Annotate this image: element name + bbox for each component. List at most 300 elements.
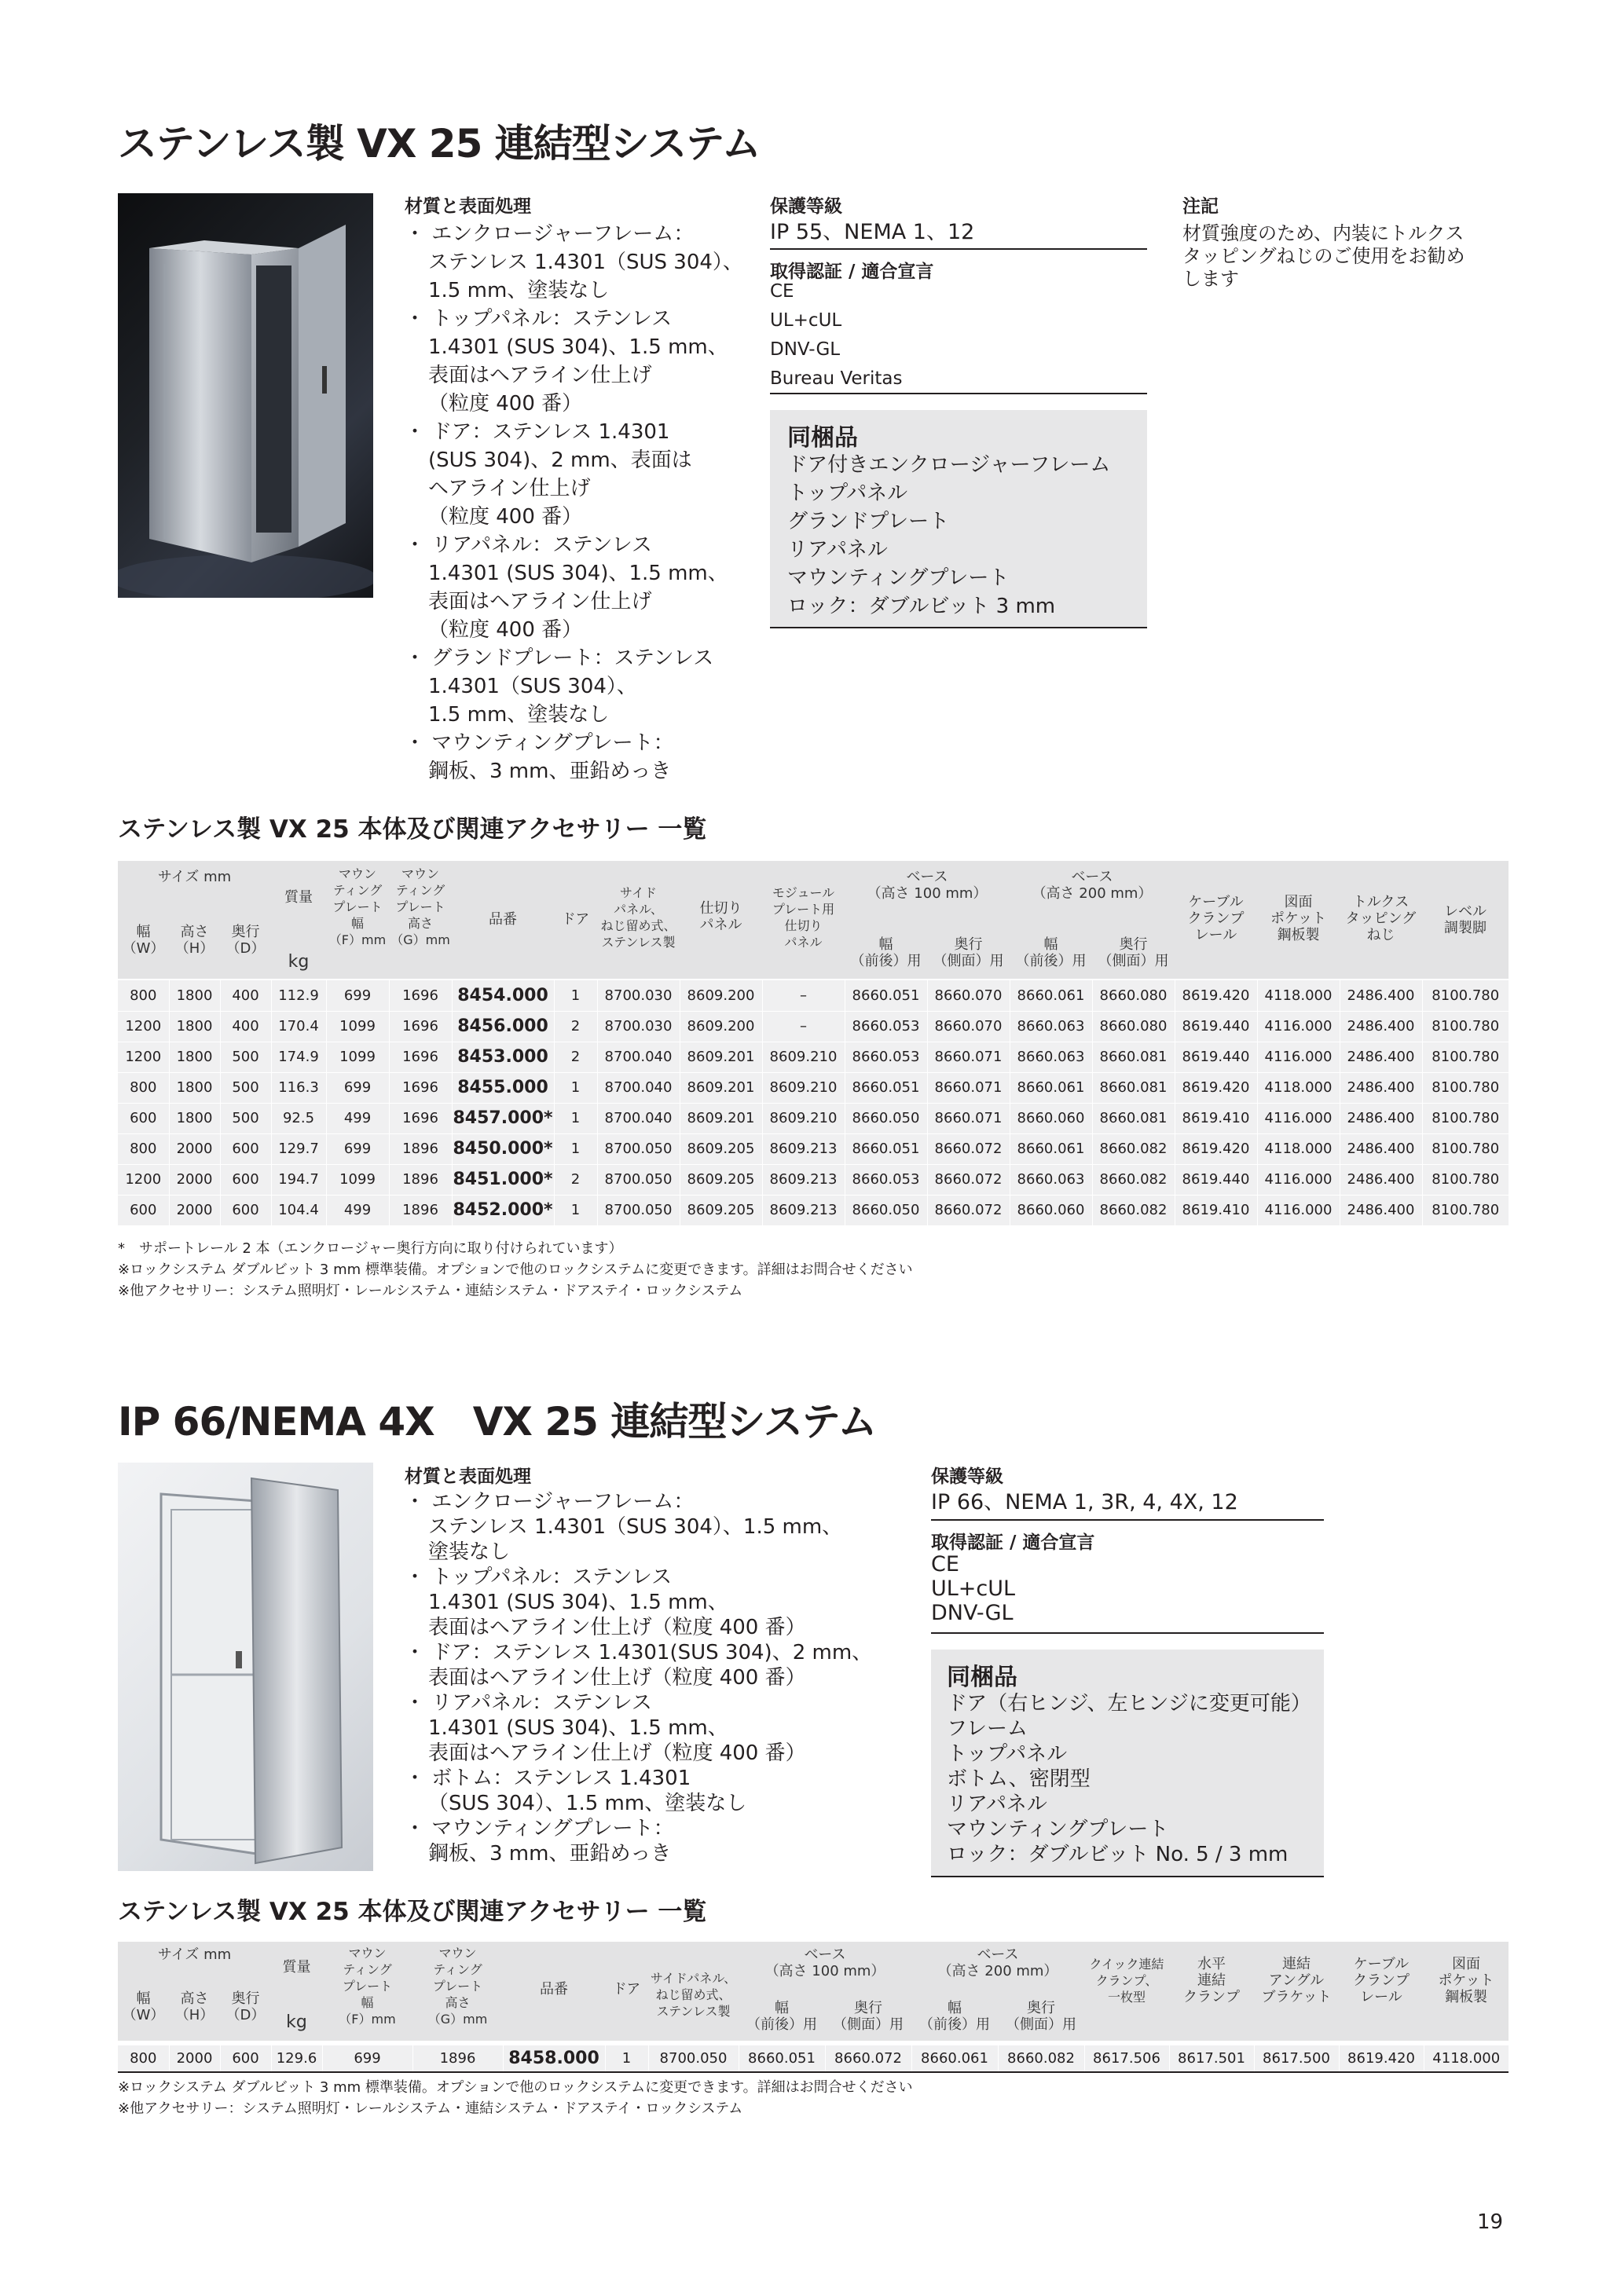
table-cell: 8454.000 — [452, 980, 554, 1011]
table-cell: 500 — [220, 1103, 271, 1133]
table-cell: 8660.082 — [1092, 1164, 1175, 1195]
hdr-base-200: ベース （高さ 200 mm） — [911, 1946, 1084, 1979]
table-row — [118, 1133, 1509, 1164]
table-cell: 2 — [554, 1011, 597, 1042]
supply-item: ロック：ダブルビット No. 5 / 3 mm — [947, 1843, 1289, 1866]
table-cell: 194.7 — [271, 1164, 326, 1195]
table-cell: 8619.440 — [1175, 1011, 1257, 1042]
s1-spec-table — [118, 980, 1509, 1226]
s2-mat-line: 塗装なし — [428, 1540, 511, 1564]
table-cell: 8660.051 — [845, 980, 927, 1011]
table-cell: 8660.071 — [927, 1072, 1010, 1103]
table-cell: 2000 — [169, 1195, 220, 1225]
hdr-torx: トルクス タッピング ねじ — [1340, 894, 1422, 943]
s2-material-item-door — [405, 1640, 892, 1690]
s1-mat-line: ステンレス 1.4301（SUS 304）、 — [428, 251, 743, 274]
table-cell: – — [762, 1011, 845, 1042]
hdr-width: 幅 （W） — [118, 1990, 169, 2023]
table-cell: 4118.000 — [1257, 1133, 1340, 1164]
table-cell: 92.5 — [271, 1103, 326, 1133]
divider — [931, 1876, 1324, 1877]
table-cell: 8660.060 — [1010, 1103, 1092, 1133]
table-cell: 8609.200 — [680, 1011, 762, 1042]
hdr-base100-w: 幅 （前後）用 — [845, 936, 927, 969]
table-cell: 1696 — [389, 1103, 452, 1133]
s1-supply-box — [770, 410, 1147, 628]
table-cell: 400 — [220, 1011, 271, 1042]
s1-footnotes — [118, 1238, 913, 1302]
table-row — [118, 1103, 1509, 1133]
enclosure-illustration — [118, 193, 373, 598]
s2-spec-table — [118, 2045, 1509, 2073]
table-cell: 8452.000* — [452, 1195, 554, 1225]
s1-mat-line: ・ エンクロージャーフレーム： — [405, 222, 695, 246]
hdr-base200-d: 奥行 （側面）用 — [998, 2000, 1084, 2033]
product-photo-vx25-stainless — [118, 193, 373, 598]
table-cell: 1896 — [389, 1164, 452, 1195]
table-cell: 8660.082 — [1092, 1133, 1175, 1164]
cert-item: DNV-GL — [931, 1601, 1014, 1625]
s2-cert-list — [931, 1552, 1015, 1625]
table-cell: 600 — [118, 1103, 169, 1133]
table-cell: 8660.053 — [845, 1164, 927, 1195]
s1-materials-label: 材質と表面処理 — [405, 196, 531, 217]
table-cell: 1 — [554, 1103, 597, 1133]
table-cell: 8660.053 — [845, 1011, 927, 1042]
table-cell: 8700.050 — [597, 1133, 680, 1164]
s1-mat-line: ・ グランドプレート：ステンレス — [405, 646, 714, 670]
table-cell: 800 — [118, 1133, 169, 1164]
hdr-depth: 奥行 （D） — [220, 924, 271, 957]
s2-supply-list — [947, 1691, 1311, 1867]
product-photo-ip66 — [118, 1463, 373, 1871]
footnote: ※ロックシステム ダブルビット 3 mm 標準装備。オプションで他のロックシステムに変更できます。詳細はお問合せください — [118, 1262, 913, 1278]
table-cell: 8660.053 — [845, 1042, 927, 1072]
table-cell: 170.4 — [271, 1011, 326, 1042]
table-cell: 8458.000 — [503, 2045, 605, 2072]
table-cell: 8609.213 — [762, 1195, 845, 1225]
table-cell: 8100.780 — [1422, 1164, 1509, 1195]
table-cell: 8660.061 — [1010, 1072, 1092, 1103]
table-cell: 4116.000 — [1257, 1164, 1340, 1195]
divider — [770, 248, 1147, 250]
table-cell: 1 — [605, 2045, 648, 2072]
table-cell: 699 — [322, 2045, 412, 2072]
s2-material-item-top — [405, 1565, 892, 1640]
table-cell: 8660.080 — [1092, 980, 1175, 1011]
s1-cert-list — [770, 277, 902, 394]
s2-materials-label: 材質と表面処理 — [405, 1467, 531, 1487]
cert-item: UL+cUL — [770, 310, 842, 331]
s2-footnotes — [118, 2077, 913, 2119]
hdr-base100-d: 奥行 （側面）用 — [825, 2000, 911, 2033]
table-cell: 8700.050 — [597, 1195, 680, 1225]
table-cell: 1800 — [169, 1011, 220, 1042]
table-cell: 600 — [220, 1195, 271, 1225]
hdr-horiz-clamp: 水平 連結 クランプ — [1169, 1956, 1254, 2005]
s2-mat-line: 1.4301 (SUS 304)、1.5 mm、 — [428, 1716, 728, 1740]
section1-title: ステンレス製 VX 25 連結型システム — [118, 121, 761, 167]
table-cell: 8451.000* — [452, 1164, 554, 1195]
table-cell: 8700.040 — [597, 1042, 680, 1072]
table-cell: 499 — [326, 1195, 389, 1225]
table-cell: 699 — [326, 1072, 389, 1103]
s1-table-title: ステンレス製 VX 25 本体及び関連アクセサリー 一覧 — [118, 815, 707, 844]
table-cell: 8660.050 — [845, 1195, 927, 1225]
table-cell: 8619.410 — [1175, 1195, 1257, 1225]
hdr-size: サイズ mm — [118, 1946, 271, 1963]
hdr-mount-height: マウン ティング プレート 高さ （G）mm — [389, 866, 452, 948]
divider — [770, 393, 1147, 394]
table-row — [118, 2045, 1509, 2072]
table-cell: 112.9 — [271, 980, 326, 1011]
note-line: します — [1182, 268, 1239, 290]
s2-protection-label: 保護等級 — [931, 1467, 1003, 1487]
footnote: ※ロックシステム ダブルビット 3 mm 標準装備。オプションで他のロックシステムに変更できます。詳細はお問合せください — [118, 2079, 913, 2096]
table-row — [118, 1072, 1509, 1103]
table-cell: 8700.030 — [597, 1011, 680, 1042]
supply-item: トップパネル — [787, 482, 908, 505]
hdr-size: サイズ mm — [118, 869, 271, 885]
s1-supply-title: 同梱品 — [787, 424, 858, 452]
table-cell: 116.3 — [271, 1072, 326, 1103]
table-cell: 500 — [220, 1042, 271, 1072]
hdr-base100-w: 幅 （前後）用 — [739, 2000, 825, 2033]
table-cell: 699 — [326, 980, 389, 1011]
table-cell: 8700.030 — [597, 980, 680, 1011]
hdr-level-feet: レベル 調製脚 — [1422, 903, 1509, 936]
hdr-height: 高さ （H） — [169, 1990, 220, 2023]
hdr-side-panel: サイド パネル、 ねじ留め式、 ステンレス製 — [597, 884, 680, 950]
table-row — [118, 1011, 1509, 1042]
table-cell: 8609.210 — [762, 1042, 845, 1072]
s2-table-title: ステンレス製 VX 25 本体及び関連アクセサリー 一覧 — [118, 1898, 707, 1926]
table-cell: 1200 — [118, 1011, 169, 1042]
s1-mat-line: ・ リアパネル：ステンレス — [405, 533, 652, 557]
table-cell: 1 — [554, 1133, 597, 1164]
s1-mat-line: ・ マウンティングプレート： — [405, 731, 674, 755]
table-cell: 400 — [220, 980, 271, 1011]
table-cell: 1099 — [326, 1011, 389, 1042]
table-cell: 1896 — [389, 1195, 452, 1225]
table-cell: 8660.061 — [1010, 980, 1092, 1011]
s1-material-item-mounting — [405, 729, 750, 785]
hdr-mount-width: マウン ティング プレート 幅 （F）mm — [326, 866, 389, 948]
table-cell: 2486.400 — [1340, 980, 1422, 1011]
hdr-base100-d: 奥行 （側面）用 — [927, 936, 1010, 969]
s1-mat-line: 表面はヘアライン仕上げ — [428, 590, 652, 613]
hdr-width: 幅 （W） — [118, 924, 169, 957]
hdr-base-200: ベース （高さ 200 mm） — [1010, 869, 1175, 902]
hdr-base200-w: 幅 （前後）用 — [1010, 936, 1092, 969]
supply-item: リアパネル — [787, 538, 888, 562]
table-cell: 8100.780 — [1422, 1042, 1509, 1072]
table-cell: 8700.050 — [648, 2045, 739, 2072]
table-cell: 1200 — [118, 1042, 169, 1072]
table-cell: 1696 — [389, 1011, 452, 1042]
table-row — [118, 1042, 1509, 1072]
table-cell: 600 — [220, 2045, 271, 2072]
table-cell: 1 — [554, 1072, 597, 1103]
hdr-partition: 仕切り パネル — [680, 900, 762, 933]
hdr-modular: モジュール プレート用 仕切り パネル — [762, 884, 845, 950]
table-cell: 8660.051 — [845, 1072, 927, 1103]
s1-material-item-door — [405, 418, 750, 531]
table-cell: 8609.201 — [680, 1072, 762, 1103]
hdr-base200-d: 奥行 （側面）用 — [1092, 936, 1175, 969]
table-cell: 1 — [554, 980, 597, 1011]
table-cell: 8660.081 — [1092, 1103, 1175, 1133]
table-cell: 4116.000 — [1257, 1011, 1340, 1042]
table-cell: 174.9 — [271, 1042, 326, 1072]
s2-supply-box — [931, 1650, 1324, 1877]
table-cell: 8100.780 — [1422, 1072, 1509, 1103]
s2-materials-list — [405, 1489, 892, 1866]
table-cell: 8660.072 — [927, 1164, 1010, 1195]
table-cell: 2486.400 — [1340, 1103, 1422, 1133]
s1-mat-line: ・ ドア：ステンレス 1.4301 — [405, 420, 670, 444]
s1-material-item-frame — [405, 220, 750, 305]
table-cell: 600 — [220, 1164, 271, 1195]
table-cell: 800 — [118, 1072, 169, 1103]
table-cell: 8619.420 — [1175, 1072, 1257, 1103]
table-row — [118, 1195, 1509, 1225]
divider — [770, 627, 1147, 628]
table-cell: 8660.082 — [1092, 1195, 1175, 1225]
table-cell: 8450.000* — [452, 1133, 554, 1164]
table-cell: 8609.210 — [762, 1072, 845, 1103]
table-cell: 2486.400 — [1340, 1164, 1422, 1195]
table-cell: 8453.000 — [452, 1042, 554, 1072]
hdr-cable-rail: ケーブル クランプ レール — [1339, 1956, 1424, 2005]
table-cell: – — [762, 980, 845, 1011]
table-cell: 2486.400 — [1340, 1011, 1422, 1042]
table-cell: 8660.051 — [739, 2045, 825, 2072]
s2-material-item-mounting — [405, 1816, 892, 1866]
table-cell: 8100.780 — [1422, 1133, 1509, 1164]
supply-item: ボトム、密閉型 — [947, 1767, 1091, 1791]
enclosure-illustration — [118, 1463, 373, 1871]
table-cell: 8609.205 — [680, 1195, 762, 1225]
s2-protection-value: IP 66、NEMA 1, 3R, 4, 4X, 12 — [931, 1490, 1238, 1514]
s2-mat-line: 鋼板、3 mm、亜鉛めっき — [428, 1842, 672, 1866]
s1-mat-line: 1.4301 (SUS 304)、1.5 mm、 — [428, 562, 728, 585]
table-cell: 1099 — [326, 1042, 389, 1072]
table-cell: 8660.081 — [1092, 1072, 1175, 1103]
hdr-weight: 質量 — [271, 889, 326, 906]
table-cell: 8619.440 — [1175, 1164, 1257, 1195]
table-cell: 8609.205 — [680, 1133, 762, 1164]
hdr-model: 品番 — [503, 1981, 605, 1998]
table-cell: 1800 — [169, 980, 220, 1011]
table-cell: 104.4 — [271, 1195, 326, 1225]
s2-table-body — [118, 2045, 1509, 2072]
table-cell: 1696 — [389, 1042, 452, 1072]
supply-item: マウンティングプレート — [947, 1818, 1169, 1841]
section2-title: IP 66/NEMA 4X VX 25 連結型システム — [118, 1399, 877, 1445]
cert-item: CE — [770, 281, 794, 302]
s2-mat-line: ・ リアパネル：ステンレス — [405, 1691, 652, 1715]
table-cell: 800 — [118, 980, 169, 1011]
table-row — [118, 1164, 1509, 1195]
supply-item: ドア（右ヒンジ、左ヒンジに変更可能） — [947, 1692, 1311, 1716]
s2-material-item-rear — [405, 1690, 892, 1766]
s1-table-body — [118, 980, 1509, 1225]
note-line: タッピングねじのご使用をお勧め — [1182, 245, 1465, 267]
table-cell: 1099 — [326, 1164, 389, 1195]
s2-mat-line: ・ ボトム：ステンレス 1.4301 — [405, 1767, 691, 1790]
table-cell: 8609.213 — [762, 1164, 845, 1195]
s2-mat-line: ステンレス 1.4301（SUS 304）、1.5 mm、 — [428, 1515, 843, 1539]
hdr-kg: kg — [271, 954, 326, 970]
s1-table-header — [118, 861, 1509, 979]
table-cell: 1896 — [389, 1133, 452, 1164]
table-cell: 1696 — [389, 980, 452, 1011]
table-cell: 2486.400 — [1340, 1072, 1422, 1103]
table-cell: 8660.061 — [911, 2045, 998, 2072]
page-number: 19 — [1477, 2210, 1504, 2234]
s2-mat-line: （SUS 304）、1.5 mm、塗装なし — [428, 1792, 747, 1815]
supply-item: マウンティングプレート — [787, 566, 1010, 590]
table-cell: 8660.063 — [1010, 1011, 1092, 1042]
table-cell: 8660.061 — [1010, 1133, 1092, 1164]
table-cell: 8100.780 — [1422, 1195, 1509, 1225]
table-cell: 8660.063 — [1010, 1042, 1092, 1072]
table-cell: 8619.410 — [1175, 1103, 1257, 1133]
table-cell: 8700.040 — [597, 1072, 680, 1103]
supply-item: ドア付きエンクロージャーフレーム — [787, 453, 1111, 477]
s1-materials-list — [405, 220, 750, 785]
supply-item: ロック：ダブルビット 3 mm — [787, 595, 1056, 618]
table-cell: 8609.201 — [680, 1103, 762, 1133]
table-cell: 4118.000 — [1424, 2045, 1509, 2072]
hdr-door: ドア — [605, 1981, 648, 1998]
table-cell: 8660.060 — [1010, 1195, 1092, 1225]
s1-note-text — [1182, 222, 1465, 291]
table-row — [118, 980, 1509, 1011]
note-line: 材質強度のため、内装にトルクス — [1182, 222, 1465, 244]
table-cell: 1800 — [169, 1103, 220, 1133]
table-cell: 8619.420 — [1175, 1133, 1257, 1164]
table-cell: 8660.082 — [998, 2045, 1084, 2072]
hdr-depth: 奥行 （D） — [220, 1990, 271, 2023]
s1-protection-value: IP 55、NEMA 1、12 — [770, 220, 975, 244]
s2-material-item-frame — [405, 1489, 892, 1565]
table-cell: 8609.210 — [762, 1103, 845, 1133]
footnote: * サポートレール 2 本（エンクロージャー奥行方向に取り付けられています） — [118, 1240, 623, 1257]
table-cell: 8660.063 — [1010, 1164, 1092, 1195]
s1-material-item-rear — [405, 531, 750, 644]
table-cell: 4116.000 — [1257, 1042, 1340, 1072]
table-cell: 8660.072 — [825, 2045, 911, 2072]
footnote: ※他アクセサリー：システム照明灯・レールシステム・連結システム・ドアステイ・ロックシステム — [118, 2100, 743, 2117]
table-cell: 2486.400 — [1340, 1195, 1422, 1225]
s2-mat-line: 表面はヘアライン仕上げ（粒度 400 番） — [428, 1616, 806, 1639]
s1-protection-label: 保護等級 — [770, 196, 842, 217]
s1-mat-line: 1.5 mm、塗装なし — [428, 703, 610, 727]
table-cell: 500 — [220, 1072, 271, 1103]
table-cell: 8619.420 — [1339, 2045, 1424, 2072]
table-cell: 8660.081 — [1092, 1042, 1175, 1072]
table-cell: 8617.501 — [1169, 2045, 1254, 2072]
s1-mat-line: 1.5 mm、塗装なし — [428, 279, 610, 302]
s1-material-item-top — [405, 305, 750, 418]
table-cell: 2 — [554, 1164, 597, 1195]
table-cell: 2486.400 — [1340, 1133, 1422, 1164]
table-cell: 8100.780 — [1422, 980, 1509, 1011]
table-cell: 1800 — [169, 1072, 220, 1103]
hdr-base200-w: 幅 （前後）用 — [911, 2000, 998, 2033]
cert-item: DNV-GL — [770, 339, 841, 360]
divider — [931, 1519, 1324, 1521]
hdr-door: ドア — [554, 911, 597, 928]
hdr-base-100: ベース （高さ 100 mm） — [739, 1946, 911, 1979]
table-cell: 8660.050 — [845, 1103, 927, 1133]
supply-item: リアパネル — [947, 1792, 1047, 1816]
table-cell: 8700.040 — [597, 1103, 680, 1133]
hdr-drawing-pocket: 図面 ポケット 鋼板製 — [1257, 894, 1340, 943]
table-cell: 8700.050 — [597, 1164, 680, 1195]
table-cell: 8609.201 — [680, 1042, 762, 1072]
s1-mat-line: ・ トップパネル：ステンレス — [405, 307, 673, 331]
table-cell: 8100.780 — [1422, 1103, 1509, 1133]
table-cell: 1200 — [118, 1164, 169, 1195]
hdr-side-panel: サイドパネル、 ねじ留め式、 ステンレス製 — [648, 1970, 739, 2020]
table-cell: 2000 — [169, 1133, 220, 1164]
divider — [931, 1632, 1324, 1634]
table-cell: 4116.000 — [1257, 1103, 1340, 1133]
hdr-cable-rail: ケーブル クランプ レール — [1175, 894, 1257, 943]
s2-mat-line: ・ エンクロージャーフレーム： — [405, 1490, 695, 1514]
table-cell: 8619.420 — [1175, 980, 1257, 1011]
supply-item: トップパネル — [947, 1742, 1068, 1766]
hdr-weight: 質量 — [271, 1959, 322, 1976]
table-cell: 8609.205 — [680, 1164, 762, 1195]
table-cell: 2 — [554, 1042, 597, 1072]
table-cell: 600 — [118, 1195, 169, 1225]
table-cell: 8660.071 — [927, 1042, 1010, 1072]
hdr-height: 高さ （H） — [169, 924, 220, 957]
cert-item: Bureau Veritas — [770, 368, 903, 389]
footnote: ※他アクセサリー：システム照明灯・レールシステム・連結システム・ドアステイ・ロックシステム — [118, 1283, 743, 1299]
s1-supply-list — [787, 451, 1110, 621]
table-cell: 4116.000 — [1257, 1195, 1340, 1225]
table-cell: 1896 — [412, 2045, 503, 2072]
hdr-mount-height: マウン ティング プレート 高さ （G）mm — [412, 1945, 503, 2027]
table-cell: 2486.400 — [1340, 1042, 1422, 1072]
cert-item: CE — [931, 1552, 959, 1576]
table-cell: 8609.200 — [680, 980, 762, 1011]
s1-cert-label: 取得認証 / 適合宣言 — [770, 262, 934, 282]
s1-note-label: 注記 — [1182, 196, 1219, 217]
table-cell: 499 — [326, 1103, 389, 1133]
s2-mat-line: 表面はヘアライン仕上げ（粒度 400 番） — [428, 1741, 806, 1765]
table-cell: 600 — [220, 1133, 271, 1164]
s1-mat-line: 表面はヘアライン仕上げ — [428, 364, 652, 387]
supply-item: グランドプレート — [787, 510, 950, 533]
s1-mat-line: 1.4301 (SUS 304)、1.5 mm、 — [428, 335, 728, 359]
table-cell: 129.7 — [271, 1133, 326, 1164]
table-cell: 4118.000 — [1257, 980, 1340, 1011]
table-cell: 8456.000 — [452, 1011, 554, 1042]
s2-table-header — [118, 1942, 1509, 2041]
table-cell: 8617.500 — [1254, 2045, 1339, 2072]
table-cell: 800 — [118, 2045, 169, 2072]
table-cell: 8660.071 — [927, 1103, 1010, 1133]
table-cell: 8660.072 — [927, 1133, 1010, 1164]
hdr-model: 品番 — [452, 911, 554, 928]
table-cell: 1800 — [169, 1042, 220, 1072]
